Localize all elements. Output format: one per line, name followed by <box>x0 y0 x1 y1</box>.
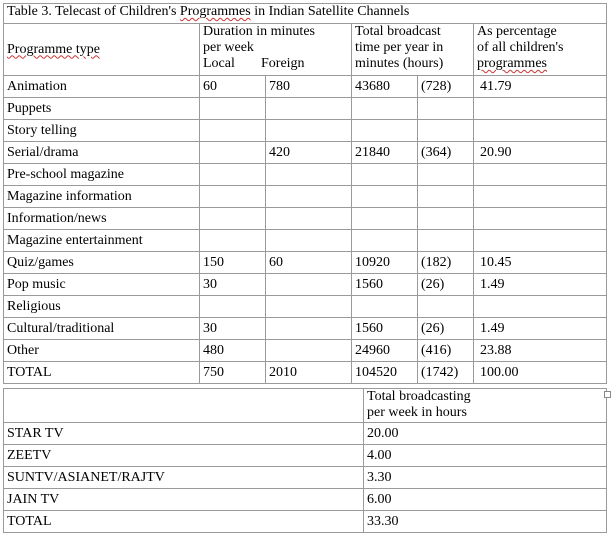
cell-hours <box>418 186 474 208</box>
cell-minutes: 24960 <box>352 340 418 362</box>
header-foreign: Foreign <box>261 56 305 71</box>
table-row <box>4 120 607 142</box>
cell-percentage: 23.88 <box>474 340 607 362</box>
cell-hours <box>418 98 474 120</box>
cell-hours <box>418 230 474 252</box>
table-title: Table 3. Telecast of Children's Programmes in Indian Satellite Channels <box>4 4 607 24</box>
table-row <box>4 76 607 98</box>
cell-minutes <box>352 120 418 142</box>
cell-foreign <box>266 98 352 120</box>
table-row <box>4 340 607 362</box>
cell-local: 60 <box>200 76 266 98</box>
cell-channel: ZEETV <box>4 445 364 467</box>
cell-minutes: 104520 <box>352 362 418 384</box>
cell-weekly-hours: 3.30 <box>364 467 607 489</box>
cell-local: 30 <box>200 318 266 340</box>
channel-row <box>4 511 607 533</box>
cell-hours: (728) <box>418 76 474 98</box>
cell-weekly-hours: 20.00 <box>364 423 607 445</box>
cell-foreign <box>266 186 352 208</box>
table-row <box>4 164 607 186</box>
header-duration: Duration in minutes per week Local Foreign <box>200 24 352 76</box>
channel-row <box>4 489 607 511</box>
cell-channel: SUNTV/ASIANET/RAJTV <box>4 467 364 489</box>
cell-foreign: 60 <box>266 252 352 274</box>
cell-hours: (26) <box>418 274 474 296</box>
cell-local <box>200 186 266 208</box>
cell-minutes: 1560 <box>352 318 418 340</box>
cell-percentage: 10.45 <box>474 252 607 274</box>
header-total-broadcast: Total broadcast time per year in minutes (hours) <box>352 24 474 76</box>
cell-hours: (182) <box>418 252 474 274</box>
cell-foreign <box>266 120 352 142</box>
cell-hours <box>418 164 474 186</box>
cell-foreign <box>266 340 352 362</box>
channels-header-row <box>4 389 607 423</box>
cell-foreign <box>266 274 352 296</box>
cell-minutes: 43680 <box>352 76 418 98</box>
telecast-table <box>3 3 607 384</box>
cell-programme-type: Magazine entertainment <box>4 230 200 252</box>
cell-minutes <box>352 98 418 120</box>
table-row <box>4 274 607 296</box>
table-row <box>4 142 607 164</box>
table-row <box>4 98 607 120</box>
cell-minutes: 21840 <box>352 142 418 164</box>
channel-row <box>4 423 607 445</box>
cell-local: 30 <box>200 274 266 296</box>
table-row <box>4 318 607 340</box>
cell-minutes <box>352 208 418 230</box>
cell-weekly-hours: 6.00 <box>364 489 607 511</box>
channel-row <box>4 445 607 467</box>
cell-percentage: 100.00 <box>474 362 607 384</box>
table-row <box>4 186 607 208</box>
cell-channel: TOTAL <box>4 511 364 533</box>
cell-programme-type: Information/news <box>4 208 200 230</box>
cell-programme-type: Puppets <box>4 98 200 120</box>
cell-local <box>200 142 266 164</box>
cell-programme-type: Animation <box>4 76 200 98</box>
cell-percentage <box>474 230 607 252</box>
cell-local <box>200 230 266 252</box>
cell-local <box>200 120 266 142</box>
cell-foreign <box>266 164 352 186</box>
document-page <box>3 3 606 538</box>
cell-percentage <box>474 164 607 186</box>
cell-programme-type: TOTAL <box>4 362 200 384</box>
cell-local: 480 <box>200 340 266 362</box>
table-row <box>4 208 607 230</box>
cell-hours: (364) <box>418 142 474 164</box>
cell-foreign <box>266 230 352 252</box>
cell-local <box>200 98 266 120</box>
cell-weekly-hours: 4.00 <box>364 445 607 467</box>
cell-programme-type: Magazine information <box>4 186 200 208</box>
cell-channel: JAIN TV <box>4 489 364 511</box>
cell-hours: (416) <box>418 340 474 362</box>
table-row <box>4 362 607 384</box>
cell-programme-type: Serial/drama <box>4 142 200 164</box>
cell-percentage: 1.49 <box>474 274 607 296</box>
cell-minutes <box>352 230 418 252</box>
cell-programme-type: Pop music <box>4 274 200 296</box>
cell-percentage: 41.79 <box>474 76 607 98</box>
cell-percentage <box>474 98 607 120</box>
cell-minutes: 10920 <box>352 252 418 274</box>
table-row <box>4 230 607 252</box>
cell-foreign <box>266 318 352 340</box>
cell-local: 750 <box>200 362 266 384</box>
cell-minutes: 1560 <box>352 274 418 296</box>
channels-header-blank <box>4 389 364 423</box>
cell-local <box>200 296 266 318</box>
cell-percentage <box>474 120 607 142</box>
cell-programme-type: Story telling <box>4 120 200 142</box>
cell-hours: (26) <box>418 318 474 340</box>
cell-percentage <box>474 208 607 230</box>
cell-channel: STAR TV <box>4 423 364 445</box>
cell-hours <box>418 296 474 318</box>
cell-percentage <box>474 296 607 318</box>
cell-hours <box>418 208 474 230</box>
cell-programme-type: Quiz/games <box>4 252 200 274</box>
channel-row <box>4 467 607 489</box>
table-header-row <box>4 24 607 76</box>
table-resize-handle[interactable] <box>604 391 611 398</box>
cell-foreign: 420 <box>266 142 352 164</box>
cell-local <box>200 164 266 186</box>
header-percentage: As percentage of all children's programmes <box>474 24 607 76</box>
cell-percentage: 20.90 <box>474 142 607 164</box>
cell-minutes <box>352 164 418 186</box>
cell-programme-type: Pre-school magazine <box>4 164 200 186</box>
cell-programme-type: Other <box>4 340 200 362</box>
channels-header-hours: Total broadcasting per week in hours <box>364 389 607 423</box>
table-row <box>4 252 607 274</box>
channels-table <box>3 388 607 533</box>
table-row <box>4 296 607 318</box>
cell-weekly-hours: 33.30 <box>364 511 607 533</box>
cell-percentage: 1.49 <box>474 318 607 340</box>
cell-programme-type: Religious <box>4 296 200 318</box>
cell-minutes <box>352 186 418 208</box>
table-title-row <box>4 4 607 24</box>
cell-programme-type: Cultural/traditional <box>4 318 200 340</box>
cell-minutes <box>352 296 418 318</box>
cell-foreign <box>266 296 352 318</box>
cell-hours: (1742) <box>418 362 474 384</box>
cell-foreign: 2010 <box>266 362 352 384</box>
header-programme-type: Programme type <box>4 24 200 76</box>
cell-percentage <box>474 186 607 208</box>
cell-foreign <box>266 208 352 230</box>
cell-hours <box>418 120 474 142</box>
header-local: Local <box>203 56 235 71</box>
cell-local <box>200 208 266 230</box>
cell-local: 150 <box>200 252 266 274</box>
cell-foreign: 780 <box>266 76 352 98</box>
